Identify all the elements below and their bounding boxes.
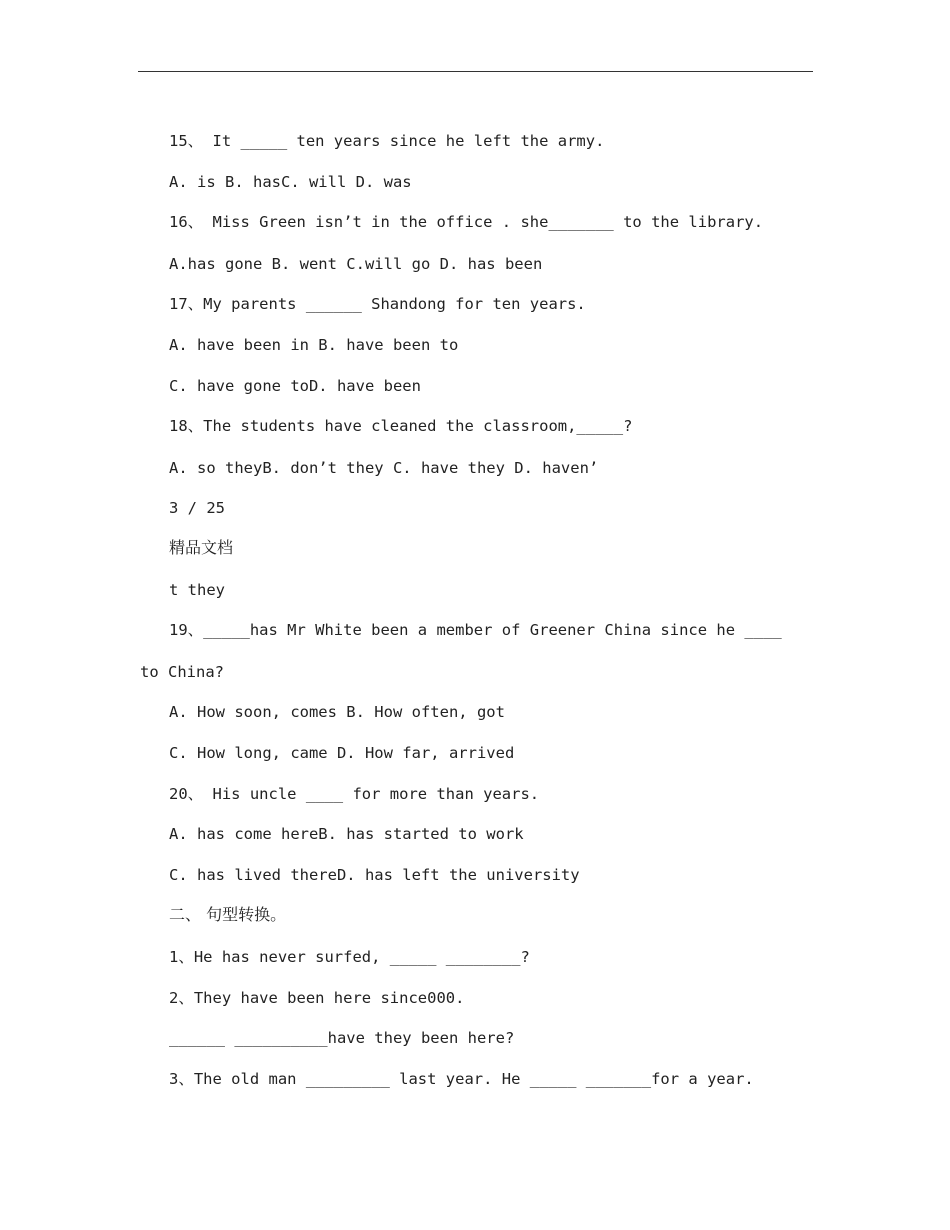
question-16: 16、 Miss Green isn’t in the office . she_______ to the library. (169, 213, 764, 231)
question-18: 18、The students have cleaned the classroom,_____? (169, 417, 633, 435)
question-20: 20、 His uncle ____ for more than years. (169, 785, 540, 803)
question-20-options-cd: C. has lived thereD. has left the university (169, 866, 580, 884)
transform-2-answer: ______ __________have they been here? (169, 1029, 515, 1047)
question-15: 15、 It _____ ten years since he left the army. (169, 132, 605, 150)
transform-2: 2、They have been here since000. (169, 989, 465, 1007)
question-19-options-cd: C. How long, came D. How far, arrived (169, 744, 515, 762)
question-16-options: A.has gone B. went C.will go D. has been (169, 255, 543, 273)
question-17-options-ab: A. have been in B. have been to (169, 336, 459, 354)
section-heading: 二、 句型转换。 (169, 905, 287, 924)
page-number: 3 / 25 (169, 499, 225, 517)
question-18-options-continued: t they (169, 581, 225, 599)
question-19-options-ab: A. How soon, comes B. How often, got (169, 703, 505, 721)
header-rule (138, 71, 813, 72)
question-18-options: A. so theyB. don’t they C. have they D. haven’ (169, 459, 599, 477)
document-watermark-text: 精品文档 (169, 538, 234, 557)
question-19-continued: to China? (140, 663, 224, 681)
question-15-options: A. is B. hasC. will D. was (169, 173, 412, 191)
transform-3: 3、The old man _________ last year. He _____ _______for a year. (169, 1070, 754, 1088)
question-17-options-cd: C. have gone toD. have been (169, 377, 421, 395)
question-20-options-ab: A. has come hereB. has started to work (169, 825, 524, 843)
question-17: 17、My parents ______ Shandong for ten years. (169, 295, 586, 313)
transform-1: 1、He has never surfed, _____ ________? (169, 948, 530, 966)
question-19: 19、_____has Mr White been a member of Greener China since he ____ (169, 621, 782, 639)
